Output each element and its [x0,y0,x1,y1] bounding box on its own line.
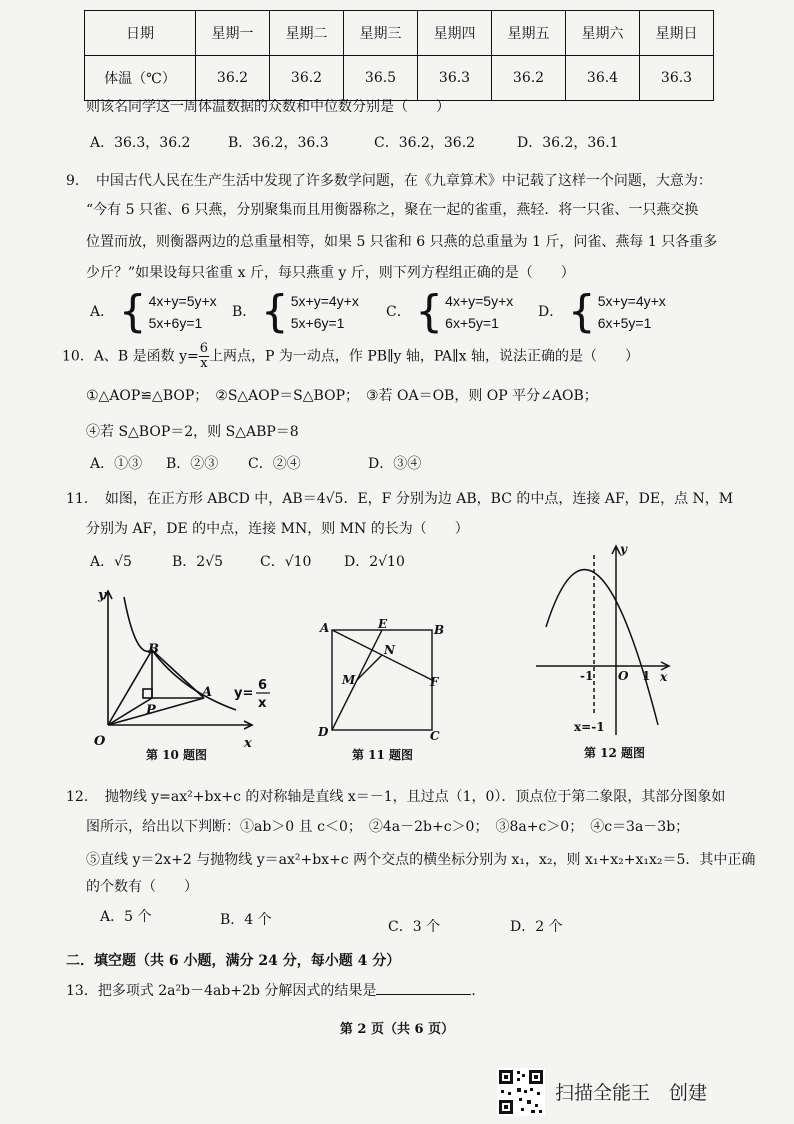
q8-option-d[interactable]: D．36.2，36.1 [517,135,619,151]
table-cell: 36.2 [492,56,566,101]
fig10-label-b: B [148,642,159,657]
table-header-cell: 星期三 [344,11,418,56]
q9-option-d[interactable] [538,286,666,337]
brace-icon: { [260,286,289,337]
equation-system [118,286,217,337]
equation: 6x+5y=1 [597,315,652,331]
q11-option-c[interactable]: C．√10 [260,554,312,570]
q12-line-3: ⑤直线 y＝2x+2 与抛物线 y＝ax²+bx+c 两个交点的横坐标分别为 x₁，x₂，则 x₁+x₂+x₁x₂＝5．其中正确 [86,852,756,868]
brace-icon: { [415,286,444,337]
table-row [85,11,714,56]
q9-line-3: 位置而放，则衡器两边的总重量相等，如果 5 只雀和 6 只燕的总重量为 1 斤，问雀、燕每 1 只各重多 [86,234,718,250]
figure-10 [86,585,286,755]
fig11-label-m: M [342,673,356,687]
q8-option-b[interactable]: B．36.2，36.3 [228,135,329,151]
option-label: A． [90,304,115,320]
fig11-label-c: C [430,729,440,743]
qr-code-icon [497,1068,545,1116]
q9-option-a[interactable] [90,286,217,337]
fig10-label-y: y [98,588,106,603]
fig12-label-axis: x=-1 [574,720,605,734]
q13-end: ． [471,983,486,999]
fig12-label-y: y [620,542,627,556]
fig10-label-a: A [202,685,213,700]
q13-question [66,980,485,1000]
table-header-cell: 星期五 [492,11,566,56]
table-cell: 36.5 [344,56,418,101]
q11-option-b[interactable]: B．2√5 [172,554,224,570]
fraction-numerator: 6 [199,341,209,356]
table-header-cell: 星期二 [270,11,344,56]
equation: 6x+5y=1 [445,315,499,331]
option-label: D． [538,304,564,320]
segment-mn [357,655,382,680]
brace-icon: { [567,286,596,337]
right-angle-mark-icon [143,689,152,698]
fig11-label-f: F [430,675,439,689]
q9-option-c[interactable] [386,286,514,337]
q9-line-4: 少斤？”如果设每只雀重 x 斤，每只燕重 y 斤，则下列方程组正确的是（ ） [86,265,575,281]
fig10-func-den: x [258,696,267,711]
q11-line-1: 11． 如图，在正方形 ABCD 中，AB＝4√5．E，F 分别为边 AB，BC 的中点，连接 AF，DE，点 N，M [66,491,734,507]
q13-text: 13．把多项式 2a²b－4ab+2b 分解因式的结果是 [66,983,377,999]
fig10-label-p: P [146,703,156,718]
fig11-label-a: A [320,621,330,635]
equation-system [415,286,514,337]
q10-prefix: 10．A、B 是函数 y= [62,348,199,365]
table-cell: 36.3 [640,56,714,101]
fig11-label-n: N [384,643,395,657]
q11-line-2: 分别为 AF，DE 的中点，连接 MN，则 MN 的长为（ ） [86,521,469,537]
q10-question [62,342,639,371]
fig10-label-o: O [94,734,106,749]
q10-suffix: 上两点，P 为一动点，作 PB∥y 轴，PA∥x 轴，说法正确的是（ ） [209,348,639,365]
temperature-table [84,10,714,101]
hyperbola-curve [124,597,236,710]
fig11-label-e: E [378,618,388,631]
q9-line-2: “今有 5 只雀、6 只燕，分别聚集而且用衡器称之，聚在一起的雀重，燕轻．将一只雀、一只燕交换 [86,202,699,218]
q9-line-1: 9． 中国古代人民在生产生活中发现了许多数学问题，在《九章算术》中记载了这样一个问题，大意为： [66,173,712,189]
option-label: B． [232,304,257,320]
fraction [199,342,209,371]
table-cell: 36.3 [418,56,492,101]
figure-12 [530,535,680,740]
q10-option-a[interactable]: A．①③ [90,456,143,472]
answer-blank[interactable] [376,980,471,995]
fig12-label-o: O [618,669,629,683]
q10-option-d[interactable]: D．③④ [368,456,422,472]
q12-option-b[interactable]: B．4 个 [220,912,272,928]
table-row [85,56,714,101]
table-header-cell: 星期六 [566,11,640,56]
equation: 4x+y=5y+x [445,293,514,309]
q12-option-a[interactable]: A．5 个 [100,909,152,925]
q12-line-4: 的个数有（ ） [86,879,198,895]
equation: 5x+6y=1 [148,315,203,331]
fig10-caption: 第 10 题图 [146,748,208,762]
scanner-brand-text: 扫描全能王 创建 [555,1082,708,1104]
parabola-curve [546,570,658,725]
fig11-caption: 第 11 题图 [352,748,414,762]
q12-option-c[interactable]: C．3 个 [388,919,441,935]
q12-line-1: 12． 抛物线 y=ax²+bx+c 的对称轴是直线 x＝－1，且过点（1，0）．顶点位于第二象限，其部分图象如 [66,789,726,805]
q9-option-b[interactable] [232,286,359,337]
fig12-caption: 第 12 题图 [584,746,646,760]
equation-system [567,286,666,337]
q12-line-2: 图所示，给出以下判断：①ab＞0 且 c＜0； ②4a－2b+c＞0； ③8a+c＞0； ④c＝3a－3b； [86,819,690,835]
fig12-label-1: 1 [642,669,651,683]
q8-question: 则该名同学这一周体温数据的众数和中位数分别是（ ） [86,99,450,115]
q8-option-a[interactable]: A．36.3，36.2 [90,135,191,151]
equation: 4x+y=5y+x [148,293,217,309]
table-cell: 36.4 [566,56,640,101]
fig12-label-x: x [660,670,668,684]
option-label: C． [386,304,411,320]
table-header-cell: 星期四 [418,11,492,56]
q10-statements-1: ①△AOP≌△BOP； ②S△AOP＝S△BOP； ③若 OA＝OB，则 OP 平分∠AOB； [86,388,598,404]
fig11-label-d: D [318,725,329,739]
table-cell: 体温（℃） [85,56,196,101]
q10-statements-2: ④若 S△BOP＝2，则 S△ABP＝8 [86,424,299,440]
equation: 5x+y=4y+x [597,293,666,309]
fig10-label-x: x [244,736,252,751]
segment-ab [152,650,204,698]
equation: 5x+y=4y+x [290,293,359,309]
fig10-func-label: y= [234,686,254,701]
equation-system [260,286,359,337]
q10-option-b[interactable]: B．②③ [166,456,219,472]
equation: 5x+6y=1 [290,315,345,331]
table-cell: 36.2 [270,56,344,101]
q8-option-c[interactable]: C．36.2，36.2 [374,135,476,151]
fraction-denominator: x [200,356,208,371]
segment-oa [108,698,204,725]
table-header-cell: 日期 [85,11,196,56]
fig12-label-neg1: -1 [580,669,594,683]
fig11-label-b: B [434,623,445,637]
section-2-title: 二．填空题（共 6 小题，满分 24 分，每小题 4 分） [66,953,401,969]
q10-option-c[interactable]: C．②④ [248,456,301,472]
q12-option-d[interactable]: D．2 个 [510,919,563,935]
q11-option-a[interactable]: A．√5 [90,554,132,570]
q11-option-d[interactable]: D．2√10 [344,554,405,570]
brace-icon: { [118,286,147,337]
table-header-cell: 星期日 [640,11,714,56]
table-cell: 36.2 [196,56,270,101]
figure-11 [318,618,448,743]
page-number: 第 2 页（共 6 页） [339,1022,455,1037]
fig10-func-num: 6 [258,678,268,693]
table-header-cell: 星期一 [196,11,270,56]
